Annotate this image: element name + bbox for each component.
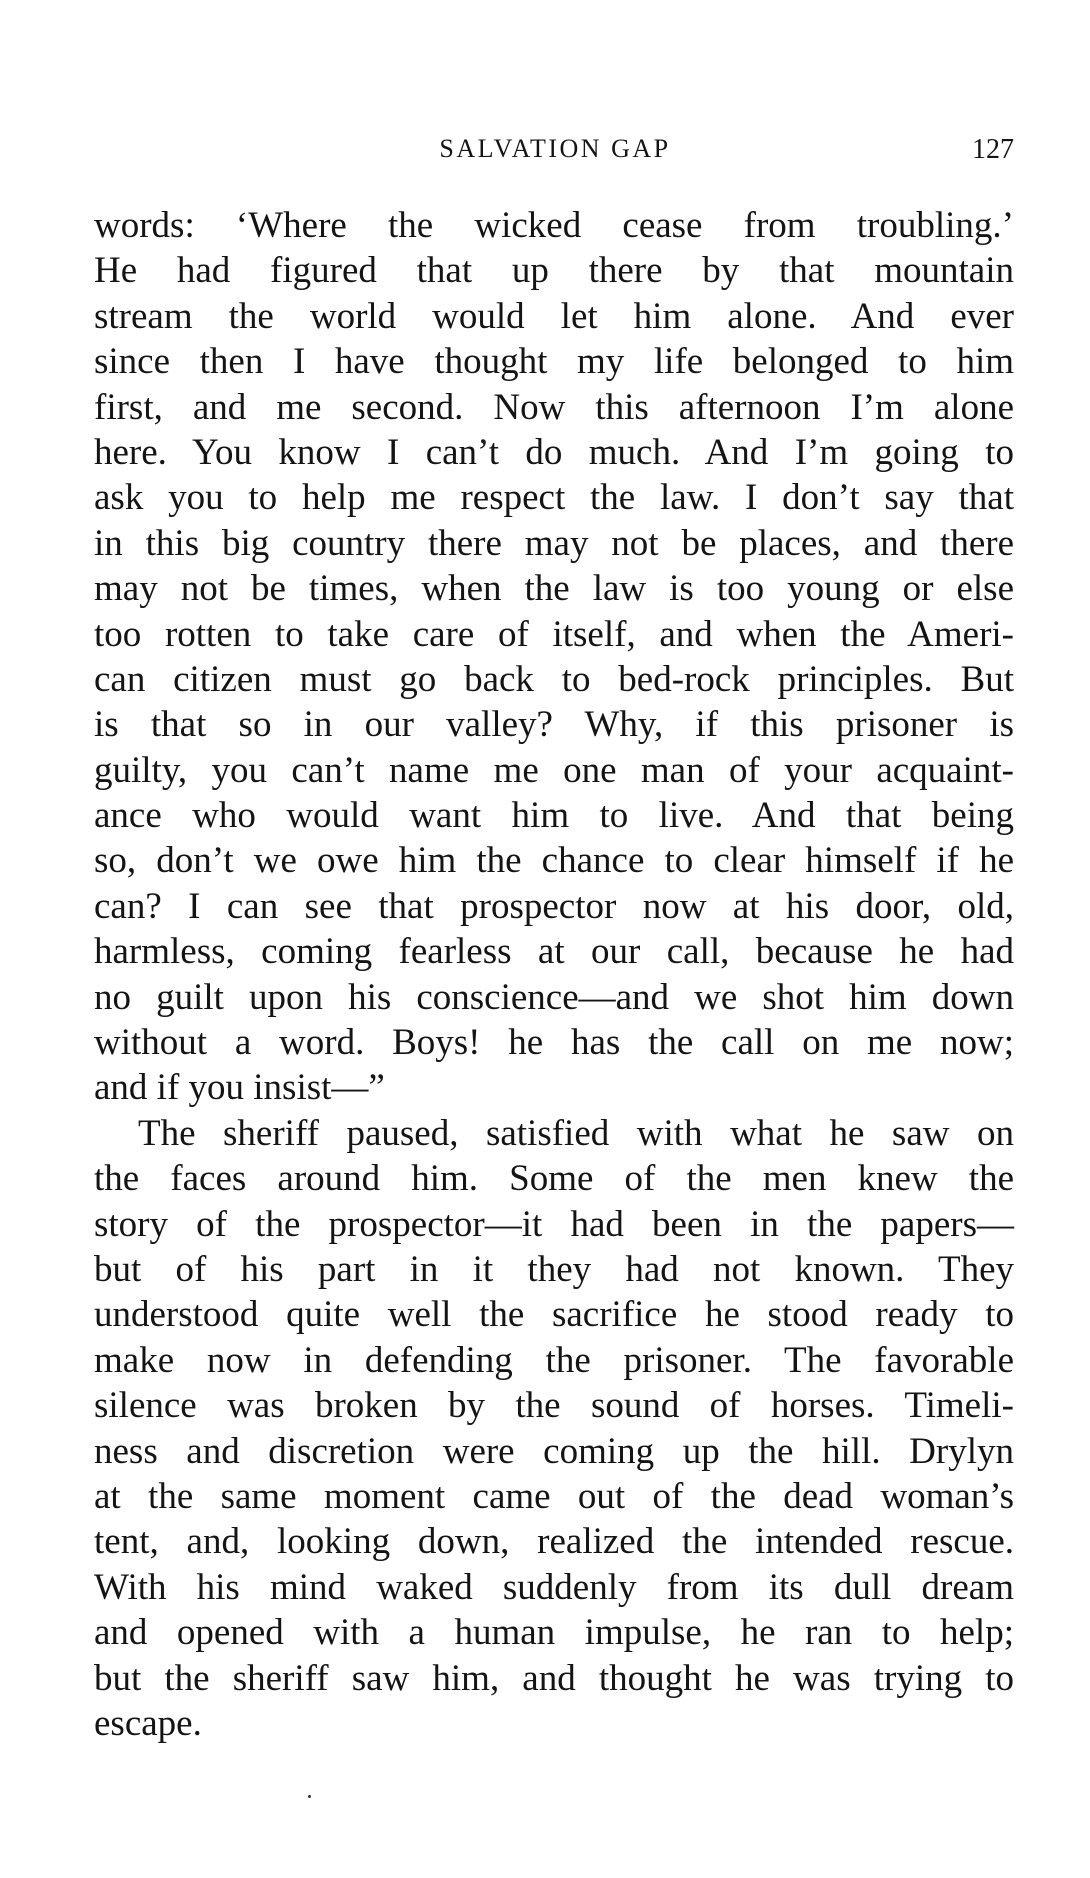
text-line: words: ‘Where the wicked cease from troubling.’ <box>94 205 1014 246</box>
text-line: The sheriff paused, satisfied with what he saw on <box>138 1112 1014 1154</box>
text-line: the faces around him. Some of the men knew the <box>94 1158 1014 1200</box>
running-head <box>96 130 1014 170</box>
text-line: since then I have thought my life belonged to him <box>94 341 1014 383</box>
text-line: With his mind waked suddenly from its dull dream <box>94 1566 1014 1608</box>
text-line: and if you insist—” <box>94 1067 385 1109</box>
text-line: understood quite well the sacrifice he stood ready to <box>94 1294 1014 1336</box>
text-line: tent, and, looking down, realized the intended rescue. <box>94 1521 1014 1563</box>
text-line: can citizen must go back to bed-rock principles. But <box>94 658 1014 700</box>
text-line: silence was broken by the sound of horses. Timeli- <box>94 1385 1014 1427</box>
text-line: ance who would want him to live. And that being <box>94 795 1014 837</box>
text-line: no guilt upon his conscience—and we shot him down <box>94 976 1014 1018</box>
text-line: first, and me second. Now this afternoon I’m alone <box>94 386 1014 428</box>
text-line: in this big country there may not be places, and there <box>94 522 1014 564</box>
text-line: ask you to help me respect the law. I don’t say that <box>94 477 1014 519</box>
print-speck <box>308 1795 311 1798</box>
text-line: but the sheriff saw him, and thought he was trying to <box>94 1657 1014 1699</box>
text-line: without a word. Boys! he has the call on me now; <box>94 1022 1014 1064</box>
paragraph-2 <box>94 1111 1014 1746</box>
text-line: can? I can see that prospector now at his door, old, <box>94 885 1014 927</box>
page-number: 127 <box>972 134 1014 165</box>
text-line: so, don’t we owe him the chance to clear himself if he <box>94 840 1014 882</box>
text-line: but of his part in it they had not known. They <box>94 1248 1014 1290</box>
body-text <box>94 203 1014 1746</box>
text-line: at the same moment came out of the dead woman’s <box>94 1475 1014 1517</box>
text-line: is that so in our valley? Why, if this prisoner is <box>94 704 1014 746</box>
text-line: may not be times, when the law is too young or else <box>94 568 1014 610</box>
text-line: He had figured that up there by that mountain <box>94 250 1014 292</box>
text-line: too rotten to take care of itself, and when the Ameri- <box>94 613 1014 655</box>
paragraph-1 <box>94 203 1014 1111</box>
text-line: make now in defending the prisoner. The favorable <box>94 1339 1014 1381</box>
text-line: harmless, coming fearless at our call, because he had <box>94 931 1014 973</box>
text-line: ness and discretion were coming up the hill. Drylyn <box>94 1430 1014 1472</box>
running-title: SALVATION GAP <box>439 134 671 163</box>
text-line: stream the world would let him alone. And ever <box>94 295 1014 337</box>
text-line: guilty, you can’t name me one man of your acquaint- <box>94 749 1014 791</box>
text-line: and opened with a human impulse, he ran to help; <box>94 1612 1014 1654</box>
text-line: escape. <box>94 1702 202 1744</box>
text-line: here. You know I can’t do much. And I’m going to <box>94 431 1014 473</box>
text-line: story of the prospector—it had been in the papers— <box>94 1203 1014 1245</box>
